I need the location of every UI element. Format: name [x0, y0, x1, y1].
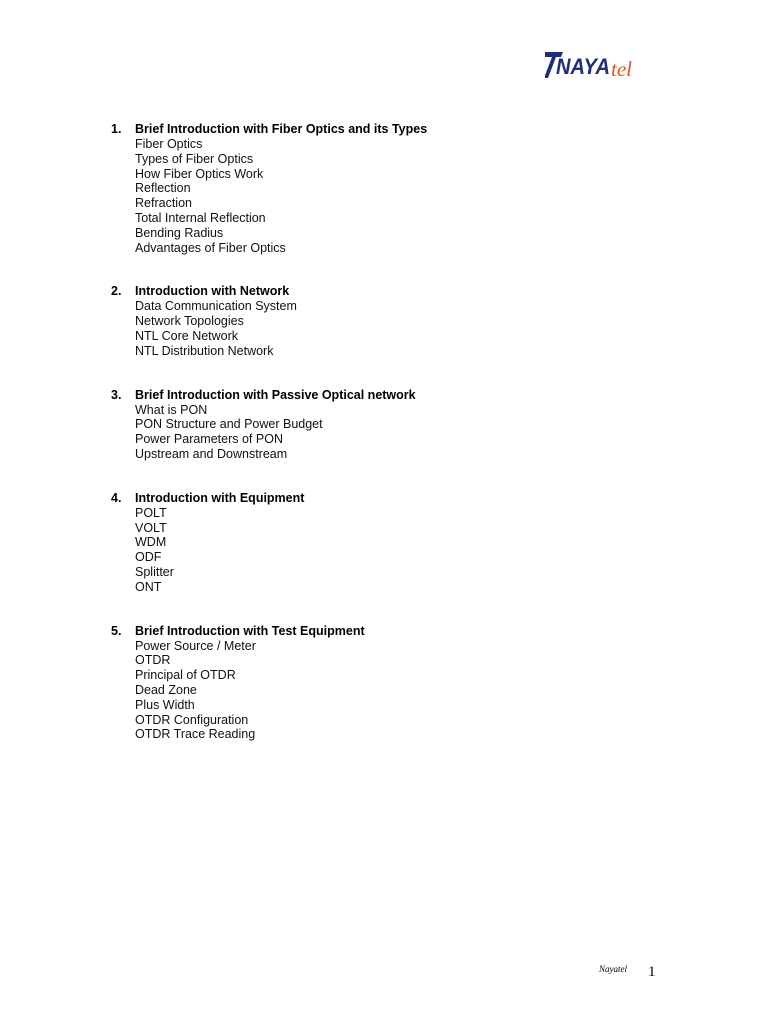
- section-number: 1.: [111, 122, 122, 136]
- section-item: Types of Fiber Optics: [135, 151, 254, 166]
- section-item: Fiber Optics: [135, 137, 203, 151]
- outline-section: [111, 624, 711, 743]
- outline-section: [111, 122, 711, 255]
- section-item: Dead Zone: [135, 682, 197, 697]
- section-item: Splitter: [135, 564, 174, 579]
- nayatel-logo: [545, 46, 657, 84]
- outline-section: [111, 284, 711, 358]
- section-item: What is PON: [135, 402, 208, 417]
- section-item: PON Structure and Power Budget: [135, 417, 323, 432]
- section-item-list: [111, 403, 711, 462]
- nayatel-logo-icon: [545, 46, 657, 84]
- section-item-list: [111, 137, 711, 255]
- section-item: Refraction: [135, 196, 192, 211]
- section-item: Principal of OTDR: [135, 668, 236, 683]
- footer-brand: Nayatel: [599, 964, 627, 974]
- section-item: POLT: [135, 505, 167, 520]
- section-item: VOLT: [135, 520, 167, 535]
- logo-text-accent: tel: [611, 57, 632, 81]
- section-item: Upstream and Downstream: [135, 446, 288, 461]
- page-number: 1: [648, 964, 656, 980]
- section-item: Data Communication System: [135, 299, 297, 314]
- section-title: Brief Introduction with Passive Optical network: [135, 387, 416, 402]
- outline-section: [111, 388, 711, 462]
- section-item: Power Source / Meter: [135, 638, 256, 653]
- section-heading: [111, 388, 711, 403]
- section-heading: [111, 122, 711, 137]
- section-item: OTDR Trace Reading: [135, 727, 256, 742]
- section-item: Network Topologies: [135, 314, 244, 329]
- section-item: NTL Core Network: [135, 328, 239, 343]
- section-item: ONT: [135, 579, 162, 594]
- section-item: NTL Distribution Network: [135, 343, 274, 358]
- section-number: 2.: [111, 284, 122, 299]
- section-item: Power Parameters of PON: [135, 432, 283, 447]
- section-item: Bending Radius: [135, 225, 224, 240]
- logo-text-main: NAYA: [556, 54, 610, 79]
- course-outline: [111, 122, 711, 771]
- section-title: Brief Introduction with Fiber Optics and its Types: [135, 122, 428, 136]
- section-heading: [111, 491, 711, 506]
- section-item: Total Internal Reflection: [135, 210, 266, 225]
- outline-section: [111, 491, 711, 595]
- section-item-list: [111, 639, 711, 743]
- section-title: Introduction with Equipment: [135, 490, 305, 505]
- section-item: WDM: [135, 535, 167, 550]
- section-item: ODF: [135, 550, 162, 565]
- section-number: 3.: [111, 387, 122, 402]
- section-item-list: [111, 506, 711, 595]
- section-number: 5.: [111, 623, 122, 638]
- section-item: Reflection: [135, 181, 191, 196]
- section-item-list: [111, 299, 711, 358]
- section-number: 4.: [111, 490, 122, 505]
- section-item: Advantages of Fiber Optics: [135, 240, 286, 255]
- section-item: OTDR: [135, 653, 171, 668]
- section-item: Plus Width: [135, 697, 195, 712]
- section-item: OTDR Configuration: [135, 712, 249, 727]
- section-heading: [111, 624, 711, 639]
- section-title: Brief Introduction with Test Equipment: [135, 623, 365, 638]
- section-item: How Fiber Optics Work: [135, 166, 264, 181]
- section-title: Introduction with Network: [135, 284, 290, 299]
- section-heading: [111, 284, 711, 299]
